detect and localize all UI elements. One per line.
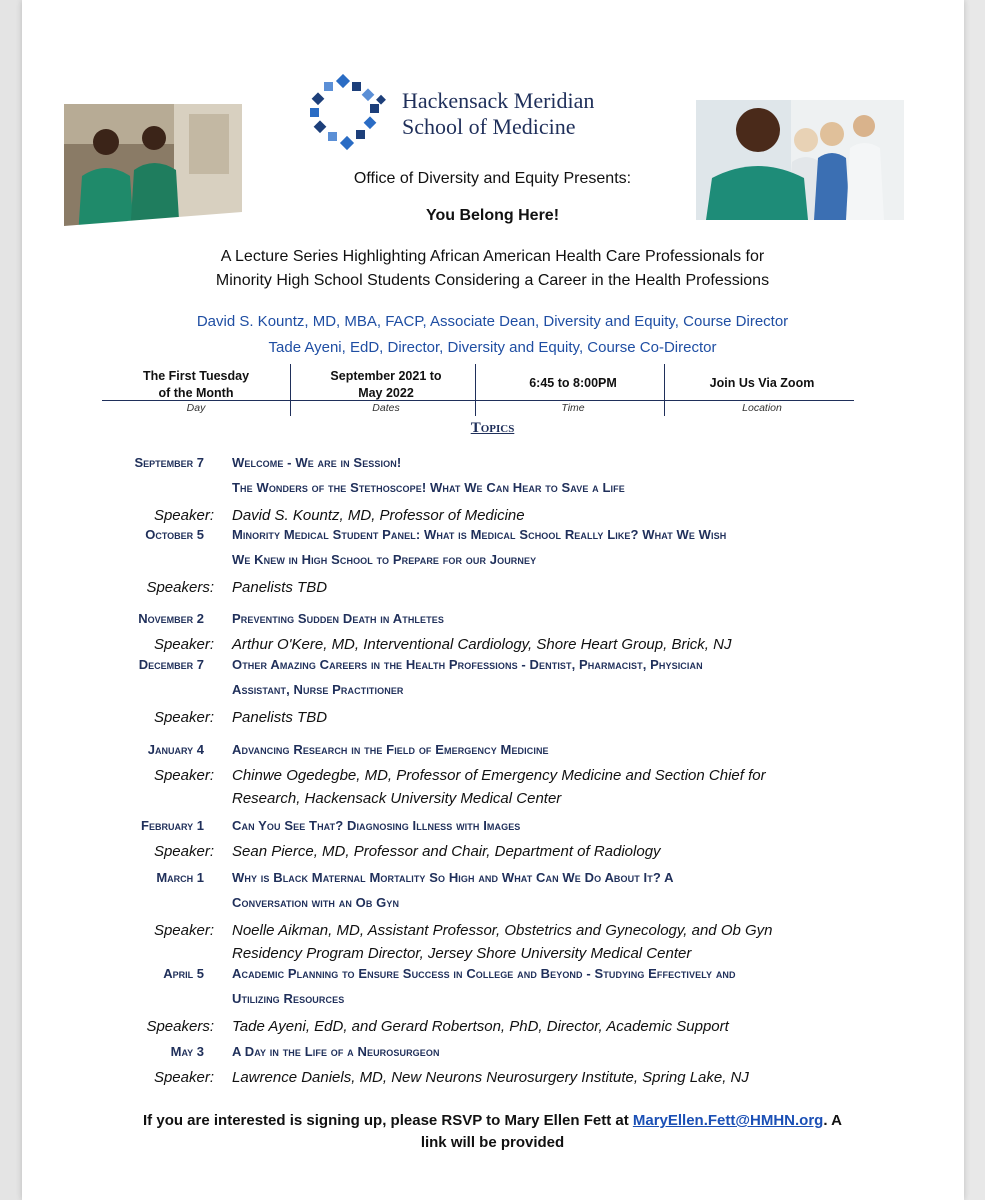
speaker-name: David S. Kountz, MD, Professor of Medicine — [232, 507, 525, 524]
info-time-label: Time — [561, 402, 585, 414]
lecture-title: Other Amazing Careers in the Health Professions - Dentist, Pharmacist, Physician — [232, 657, 703, 672]
speaker-name: Arthur O'Kere, MD, Interventional Cardiology, Shore Heart Group, Brick, NJ — [232, 636, 732, 653]
lecture-title: Can You See That? Diagnosing Illness with Images — [232, 818, 521, 833]
info-day: The First Tuesday of the Month — [142, 369, 250, 400]
presenter-line: Office of Diversity and Equity Presents: — [353, 170, 632, 187]
lecture-date: September 7 — [134, 455, 204, 470]
lecture-title: Advancing Research in the Field of Emergency Medicine — [232, 742, 549, 757]
lecture-date: May 3 — [170, 1044, 204, 1059]
speaker-label: Speaker: — [153, 767, 214, 784]
rsvp-note: If you are interested is signing up, please RSVP to Mary Ellen Fett at MaryEllen.Fett@HMHN.org. A link will be provided — [143, 1112, 842, 1151]
lecture-title: Welcome - We are in Session! — [232, 455, 402, 470]
speaker-label: Speakers: — [146, 579, 214, 596]
series-line1: A Lecture Series Highlighting African American Health Care Professionals for — [220, 248, 765, 265]
lecture-date: October 5 — [145, 527, 204, 542]
divider — [475, 364, 476, 416]
speaker-name: Sean Pierce, MD, Professor and Chair, Department of Radiology — [232, 843, 661, 860]
speaker-label: Speaker: — [153, 843, 214, 860]
info-location-label: Location — [742, 402, 782, 414]
professionals-photo — [696, 100, 904, 220]
speaker-name: Chinwe Ogedegbe, MD, Professor of Emergency Medicine and Section Chief for — [232, 767, 766, 784]
divider — [664, 364, 665, 416]
speaker-name: Lawrence Daniels, MD, New Neurons Neurosurgery Institute, Spring Lake, NJ — [232, 1069, 749, 1086]
series-line2: Minority High School Students Considering a Career in the Health Professions — [215, 272, 770, 289]
lecture-title: The Wonders of the Stethoscope! What We Can Hear to Save a Life — [232, 480, 625, 495]
topics-heading: Topics — [470, 420, 515, 436]
lecture-date: February 1 — [141, 818, 204, 833]
lecture-title: Academic Planning to Ensure Success in College and Beyond - Studying Effectively and — [232, 966, 736, 981]
speaker-name: Residency Program Director, Jersey Shore University Medical Center — [232, 945, 692, 962]
course-director: David S. Kountz, MD, MBA, FACP, Associate Dean, Diversity and Equity, Course Director — [196, 313, 789, 330]
lecture-date: December 7 — [138, 657, 204, 672]
event-info-bar — [102, 364, 854, 416]
hmsom-logo-icon — [308, 74, 388, 154]
info-time: 6:45 to 8:00PM — [529, 376, 617, 390]
lecture-title: Assistant, Nurse Practitioner — [232, 682, 404, 697]
course-co-director: Tade Ayeni, EdD, Director, Diversity and Equity, Course Co-Director — [268, 339, 717, 356]
series-description — [0, 245, 985, 293]
speaker-name: Noelle Aikman, MD, Assistant Professor, Obstetrics and Gynecology, and Ob Gyn — [232, 922, 773, 939]
lecture-date: April 5 — [163, 966, 204, 981]
lecture-title: A Day in the Life of a Neurosurgeon — [232, 1044, 440, 1059]
speaker-label: Speaker: — [153, 636, 214, 653]
speaker-label: Speakers: — [146, 1018, 214, 1035]
speaker-name: Research, Hackensack University Medical Center — [232, 790, 562, 807]
info-location: Join Us Via Zoom — [709, 376, 815, 390]
info-dates: September 2021 to May 2022 — [330, 369, 442, 400]
lecture-title: Preventing Sudden Death in Athletes — [232, 611, 444, 626]
speaker-label: Speaker: — [153, 922, 214, 939]
speaker-label: Speaker: — [153, 709, 214, 726]
lecture-title: Minority Medical Student Panel: What is Medical School Really Like? What We Wish — [232, 527, 727, 542]
lecture-date: January 4 — [147, 742, 204, 757]
speaker-label: Speaker: — [153, 1069, 214, 1086]
org-name-line1: Hackensack Meridian — [402, 88, 595, 113]
speaker-name: Tade Ayeni, EdD, and Gerard Robertson, PhD, Director, Academic Support — [232, 1018, 729, 1035]
lecture-title: Utilizing Resources — [232, 991, 345, 1006]
speaker-name: Panelists TBD — [232, 579, 328, 596]
lecture-date: March 1 — [156, 870, 204, 885]
info-day-label: Day — [186, 402, 206, 414]
divider — [290, 364, 291, 416]
lecture-date: November 2 — [138, 611, 204, 626]
event-headline: You Belong Here! — [425, 207, 560, 224]
lecture-title: Why is Black Maternal Mortality So High and What Can We Do About It? A — [232, 870, 674, 885]
info-bar-rule — [102, 400, 854, 401]
rsvp-email-link[interactable]: MaryEllen.Fett@HMHN.org — [632, 1112, 824, 1129]
speaker-label: Speaker: — [153, 507, 214, 524]
lecture-title: Conversation with an Ob Gyn — [232, 895, 400, 910]
info-dates-label: Dates — [372, 402, 400, 414]
speaker-name: Panelists TBD — [232, 709, 328, 726]
org-name-line2: School of Medicine — [402, 114, 576, 139]
org-name — [402, 88, 594, 140]
lecture-title: We Knew in High School to Prepare for our Journey — [232, 552, 537, 567]
